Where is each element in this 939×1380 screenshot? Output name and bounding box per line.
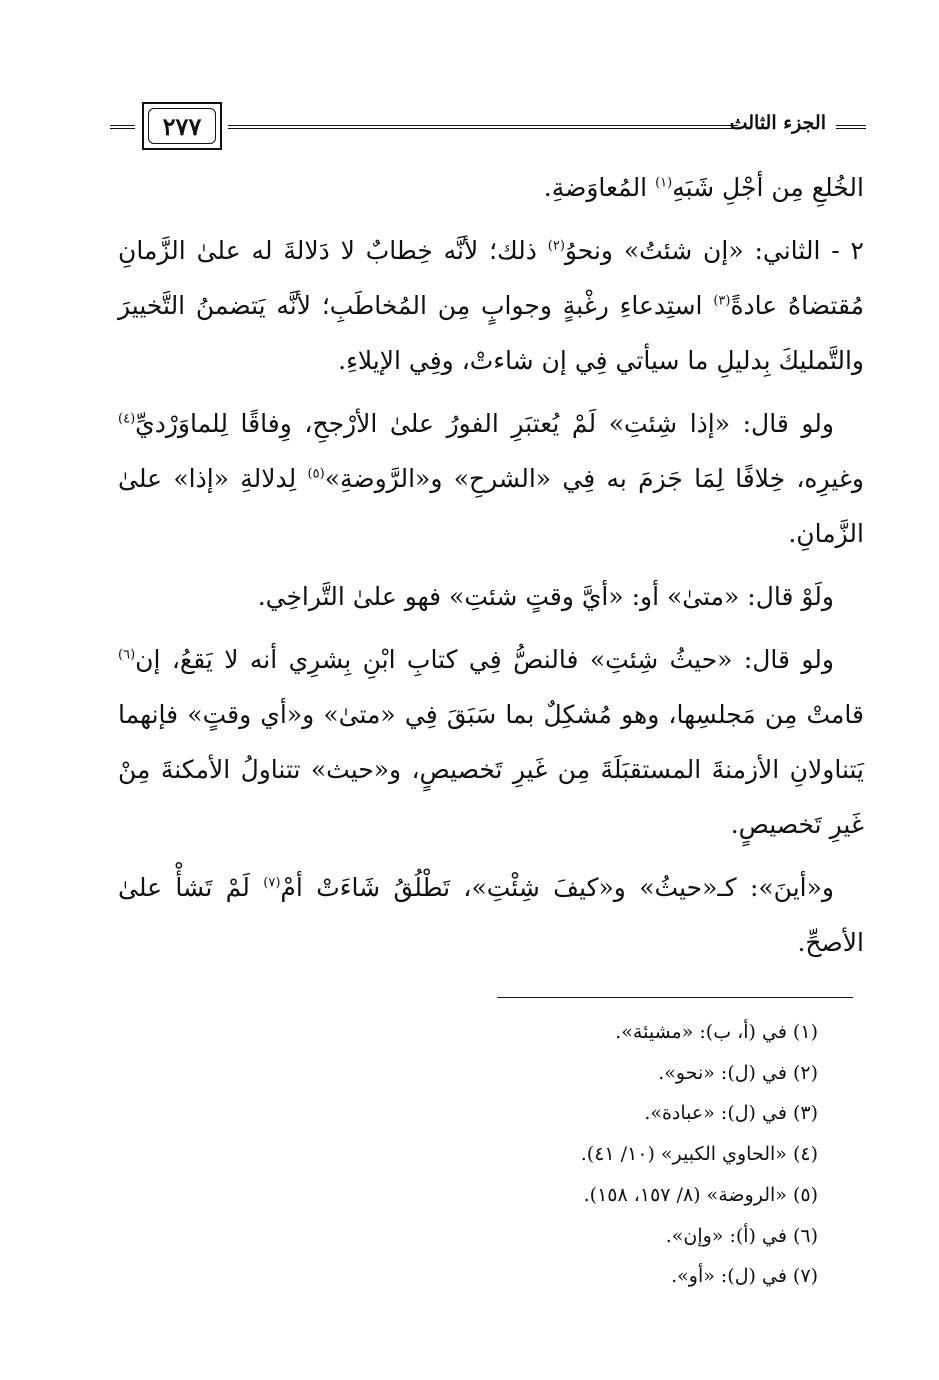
footnote-ref: (٥) xyxy=(307,466,325,482)
main-text xyxy=(118,160,864,978)
header-rule-right xyxy=(836,125,866,129)
page-number-frame xyxy=(142,102,222,150)
text-run: استِدعاءِ رغْبةٍ وجوابٍ مِن المُخاطَبِ؛ لأنَّه يَتضمنُ التَّخييرَ والتَّمليكَ بِدليلِ ما سيأتي فِي إن شاءتْ، وفِي الإيلاءِ. xyxy=(118,291,864,375)
text-run: ولو قال: «حيثُ شِئتِ» فالنصُّ فِي كتابِ ابْنِ بِشرِي أنه لا يَقعُ، إن xyxy=(135,645,834,674)
text-run: ولَوْ قال: «متىٰ» أو: «أيَّ وقتٍ شئتِ» فهو علىٰ التَّراخِي. xyxy=(257,582,834,611)
paragraph-3 xyxy=(118,396,864,561)
footnote-2: (٢) في (ل): «نحو». xyxy=(658,1061,818,1084)
footnote-5: (٥) «الروضة» (٨/ ١٥٧، ١٥٨). xyxy=(583,1183,818,1206)
page-header xyxy=(110,98,866,158)
text-run: ذلك؛ لأنَّه خِطابٌ لا دَلالةَ له علىٰ الزَّمانِ مُقتضاهُ عادةً xyxy=(118,236,864,320)
footnote-separator xyxy=(497,997,853,998)
paragraph-5 xyxy=(118,632,864,852)
header-rule-middle xyxy=(228,125,738,129)
footnote-ref: (٦) xyxy=(118,647,136,663)
text-run: لِدلالةِ «إذا» علىٰ الزَّمانِ. xyxy=(118,464,864,548)
footnote-6: (٦) في (أ): «وإن». xyxy=(665,1224,818,1247)
header-rule-left xyxy=(110,125,135,129)
footnote-1: (١) في (أ، ب): «مشيئة». xyxy=(615,1021,818,1043)
paragraph-2 xyxy=(118,223,864,388)
footnotes xyxy=(118,1012,818,1297)
footnote-ref: (٣) xyxy=(713,293,731,309)
page-number: ٢٧٧ xyxy=(148,108,216,144)
footnote-3: (٣) في (ل): «عبادة». xyxy=(644,1102,818,1125)
text-run: وغيرِه، خِلافًا لِمَا جَزمَ به فِي «الشرحِ» و«الرَّوضةِ» xyxy=(324,464,864,493)
text-run: قامتْ مِن مَجلسِها، وهو مُشكِلٌ بما سَبَقَ فِي «متىٰ» و«أي وقتٍ» فإنهما يَتناولانِ الأزمنةَ المستقبَلَةَ مِن غَيرِ تَخصيصٍ، و«حيث» تتناولُ الأمكنةَ مِنْ غَيرِ تَخصيصٍ. xyxy=(118,700,864,839)
paragraph-4 xyxy=(118,569,864,624)
footnote-4: (٤) «الحاوي الكبير» (١٠/ ٤١). xyxy=(580,1143,818,1166)
text-run: لَمْ تَشأْ علىٰ الأصحِّ. xyxy=(118,873,864,957)
text-run: و«أينَ»: كـ«حيثُ» و«كيفَ شِئْتِ»، تَطْلُقُ شَاءَتْ أمْ xyxy=(280,873,834,902)
footnote-ref: (٢) xyxy=(547,238,565,254)
text-run: الخُلعِ مِن أجْلِ شَبَهِ xyxy=(672,173,864,202)
part-title: الجزء الثالث xyxy=(729,112,826,134)
footnote-7: (٧) في (ل): «أو». xyxy=(671,1265,818,1288)
footnote-ref: (١) xyxy=(655,175,673,191)
text-run: المُعاوَضةِ. xyxy=(543,173,656,202)
paragraph-1 xyxy=(118,160,864,215)
text-run: ولو قال: «إذا شِئتِ» لَمْ يُعتبَرِ الفورُ علىٰ الأرْجحِ، وِفاقًا لِلماوَرْديِّ xyxy=(135,409,834,438)
footnote-ref: (٤) xyxy=(118,411,136,427)
paragraph-6 xyxy=(118,860,864,970)
footnote-ref: (٧) xyxy=(263,875,281,891)
text-run: ٢ - الثاني: «إن شئتُ» ونحوُ xyxy=(564,236,864,265)
